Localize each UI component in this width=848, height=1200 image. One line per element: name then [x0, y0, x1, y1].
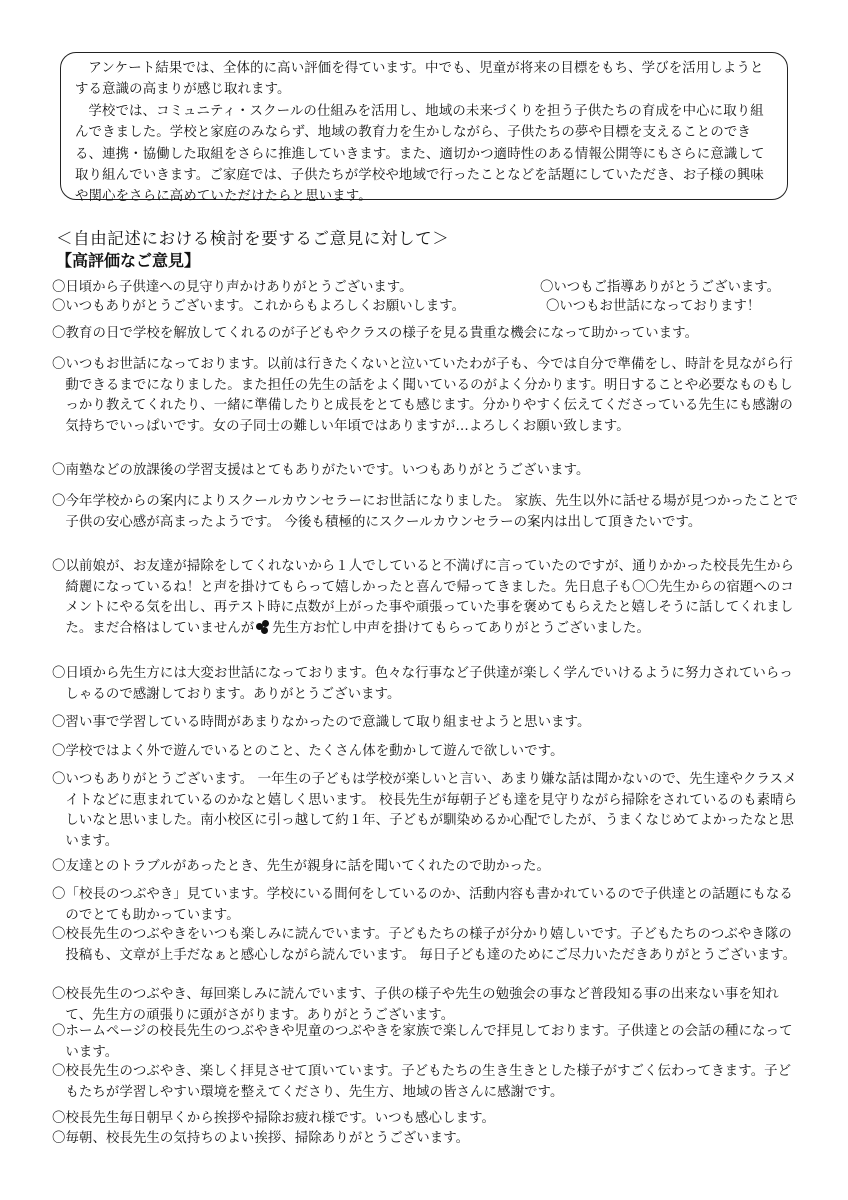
comment-text: 先生方お忙し中声を掛けてもらってありがとうございました。	[272, 620, 651, 636]
summary-paragraph-2: 学校では、コミュニティ・スクールの仕組みを活用し、地域の未来づくりを担う子供たちの育成を中心に取り組んできました。学校と家庭のみならず、地域の教育力を生かしながら、子供たちの夢や目標を支えることのできる、連携・協働した取組をさらに推進していきます。また、適切かつ適時性のある情報公開等にもさらに意識して取り組んでいきます。ご家庭では、子供たちが学校や地域で行ったことなどを話題にしていただき、お子様の興味や関心をさらに高めていただけたらと思います。	[75, 103, 765, 205]
comment-item: 〇「校長のつぶやき」見ています。学校にいる間何をしているのか、活動内容も書かれているので子供達との話題にもなるのでとても助かっています。	[52, 887, 793, 923]
comment-item: 〇校長先生のつぶやきをいつも楽しみに読んでいます。子どもたちの様子が分かり嬉しいです。子どもたちのつぶやき隊の投稿も、文章が上手だなぁと感心しながら読んでいます。 毎日子ども達のためにご尽力いただきありがとうございます。	[52, 927, 797, 963]
comment-item: 〇今年学校からの案内によりスクールカウンセラーにお世話になりました。 家族、先生以外に話せる場が見つかったことで子供の安心感が高まったようです。 今後も積極的にスクールカウンセラーの案内は出して頂きたいです。	[52, 494, 799, 530]
short-comment: 〇いつもお世話になっております！	[546, 299, 761, 314]
subsection-title: 【高評価なご意見】	[56, 251, 201, 270]
comment-item: 〇ホームページの校長先生のつぶやきや児童のつぶやきを家族で楽しんで拝見しております。子供達との会話の種になっています。	[52, 1024, 793, 1060]
comment-item: 〇いつもお世話になっております。以前は行きたくないと泣いていたわが子も、今では自分で準備をし、時計を見ながら行動できるまでになりました。また担任の先生の話をよく聞いているのがよく分かります。明日することや必要なものもしっかり教えてくれたり、一緒に準備したりと成長をとても感じます。分かりやすく伝えてくださっている先生にも感謝の気持ちでいっぱいです。女の子同士の難しい年頃ではありますが…よろしくお願い致します。	[52, 357, 793, 434]
summary-paragraph-1: アンケート結果では、全体的に高い評価を得ています。中でも、児童が将来の目標をもち、学びを活用しようとする意識の高まりが感じ取れます。	[75, 61, 764, 98]
summary-box	[60, 52, 788, 205]
comment-item: 〇友達とのトラブルがあったとき、先生が親身に話を聞いてくれたので助かった。	[52, 859, 550, 874]
comment-item: 〇学校ではよく外で遊んでいるとのこと、たくさん体を動かして遊んで欲しいです。	[52, 744, 564, 759]
clover-icon	[256, 620, 270, 634]
comment-item	[52, 557, 804, 639]
comment-item: 〇校長先生のつぶやき、楽しく拝見させて頂いています。子どもたちの生き生きとした様子がすごく伝わってきます。子どもたちが学習しやすい環境を整えてくださり、先生方、地域の皆さんに感謝です。	[52, 1064, 792, 1100]
comment-item: 〇教育の日で学校を解放してくれるのが子どもやクラスの様子を見る貴重な機会になって助かっています。	[52, 326, 699, 341]
comment-item: 〇校長先生のつぶやき、毎回楽しみに読んでいます、子供の様子や先生の勉強会の事など普段知る事の出来ない事を知れて、先生方の頑張りに頭がさがります。ありがとうございます。	[52, 987, 779, 1023]
comment-item: 〇習い事で学習している時間があまりなかったので意識して取り組ませようと思います。	[52, 715, 591, 730]
comment-item: 〇校長先生毎日朝早くから挨拶や掃除お疲れ様です。いつも感心します。	[52, 1111, 496, 1126]
comment-item: 〇南塾などの放課後の学習支援はとてもありがたいです。いつもありがとうございます。	[52, 463, 590, 478]
short-comment: 〇いつもご指導ありがとうございます。	[540, 280, 780, 295]
comment-item: 〇いつもありがとうございます。 一年生の子どもは学校が楽しいと言い、あまり嫌な話は聞かないので、先生達やクラスメイトなどに恵まれているのかなと嬉しく思います。 校長先生が毎朝子ども達を見守りながら掃除をされているのも素晴らしいなと思いました。南小校区に引っ越して約１年、子どもが馴染めるか心配でしたが、うまくなじめてよかったなと思います。	[52, 772, 798, 849]
comment-item: 〇日頃から先生方には大変お世話になっております。色々な行事など子供達が楽しく学んでいけるように努力されていらっしゃるので感謝しております。ありがとうございます。	[52, 666, 793, 702]
comment-text: 〇以前娘が、お友達が掃除をしてくれないから１人でしていると不満げに言っていたのですが、通りかかった校長先生から綺麗になっているね！と声を掛けてもらって嬉しかったと喜んで帰ってきました。先日息子も〇〇先生からの宿題へのコメントにやる気を出し、再テスト時に点数が上がった事や頑張っていた事を褒めてもらえたと嬉しそうに話してくれました。まだ合格はしていませんが	[52, 559, 794, 636]
section-title: ＜自由記述における検討を要するご意見に対して＞	[56, 229, 450, 248]
short-comment: 〇日頃から子供達への見守り声かけありがとうございます。	[52, 280, 413, 295]
short-comment: 〇いつもありがとうございます。これからもよろしくお願いします。	[52, 299, 465, 314]
comment-item: 〇毎朝、校長先生の気持ちのよい挨拶、掃除ありがとうございます。	[52, 1131, 470, 1146]
